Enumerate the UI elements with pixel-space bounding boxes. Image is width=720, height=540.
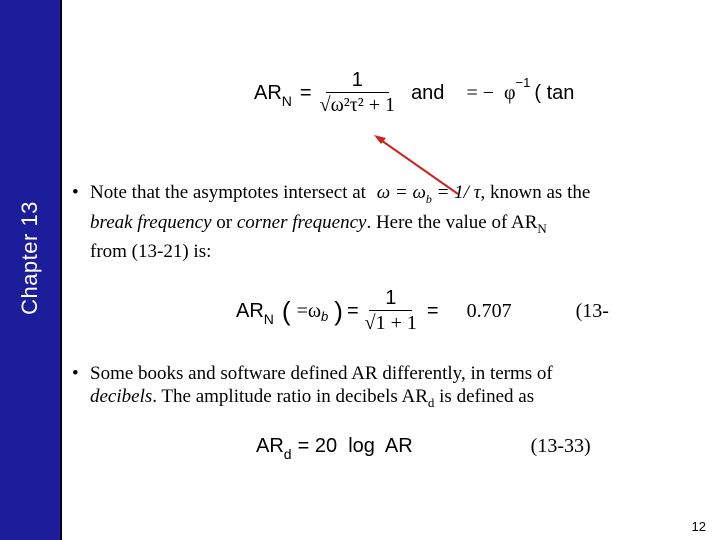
bullet-text [90, 181, 715, 263]
bullet2-line2: decibels. The amplitude ratio in decibels $AR_d$ is defined as [90, 386, 535, 410]
bullet1-line2: break frequency or corner frequency. Here the value of $AR_N$ [90, 211, 547, 236]
ar-label: AR [254, 81, 282, 104]
eq-ref-partial: (13- [575, 299, 609, 322]
bullet1-line1: Note that the asymptotes intersect at $\omega = \omega_b = 1/$ τ, known as the [90, 182, 591, 206]
bullet-text [90, 362, 715, 414]
bullet1-line3: from (13-21) is: [90, 240, 212, 262]
bullet2-line1: Some books and software defined AR differently, in terms of [90, 363, 553, 384]
and-word: and [411, 81, 445, 104]
break-frequency-equation: AR N ( =ω b ) = $\frac{1}{√1 + 1}$ = 0.707 (13- [236, 287, 609, 334]
ar-subscript: N [281, 92, 292, 109]
bullet-marker: • [72, 363, 79, 384]
top-denominator: √ω²τ² + 1 [319, 94, 396, 116]
bullet-decibels [72, 362, 712, 412]
top-numerator: 1 [326, 68, 389, 93]
break-fraction: $\frac{1}{√1 + 1}$ [364, 287, 417, 334]
page-number: 12 [691, 519, 706, 534]
eq-ref-13-33: (13-33) [530, 435, 591, 457]
bullet-asymptotes [72, 181, 712, 262]
break-frequency-eq: $\omega = \omega_b = 1/$ τ [376, 182, 481, 206]
phi-superscript: −1 [515, 74, 531, 90]
chapter-label: Chapter 13 [17, 201, 42, 315]
tan-part: ( tan [534, 81, 575, 104]
decibels-term: decibels [90, 386, 153, 407]
bullet-marker: • [72, 182, 79, 203]
decibel-equation: AR d = 20 log AR (13-33) [256, 435, 591, 462]
value-0707: 0.707 [466, 299, 512, 322]
phi-part: = − φ [466, 81, 516, 104]
corner-frequency-term: corner frequency [236, 211, 367, 233]
break-frequency-term: break frequency [90, 211, 212, 233]
equals-sign: = [299, 81, 312, 104]
